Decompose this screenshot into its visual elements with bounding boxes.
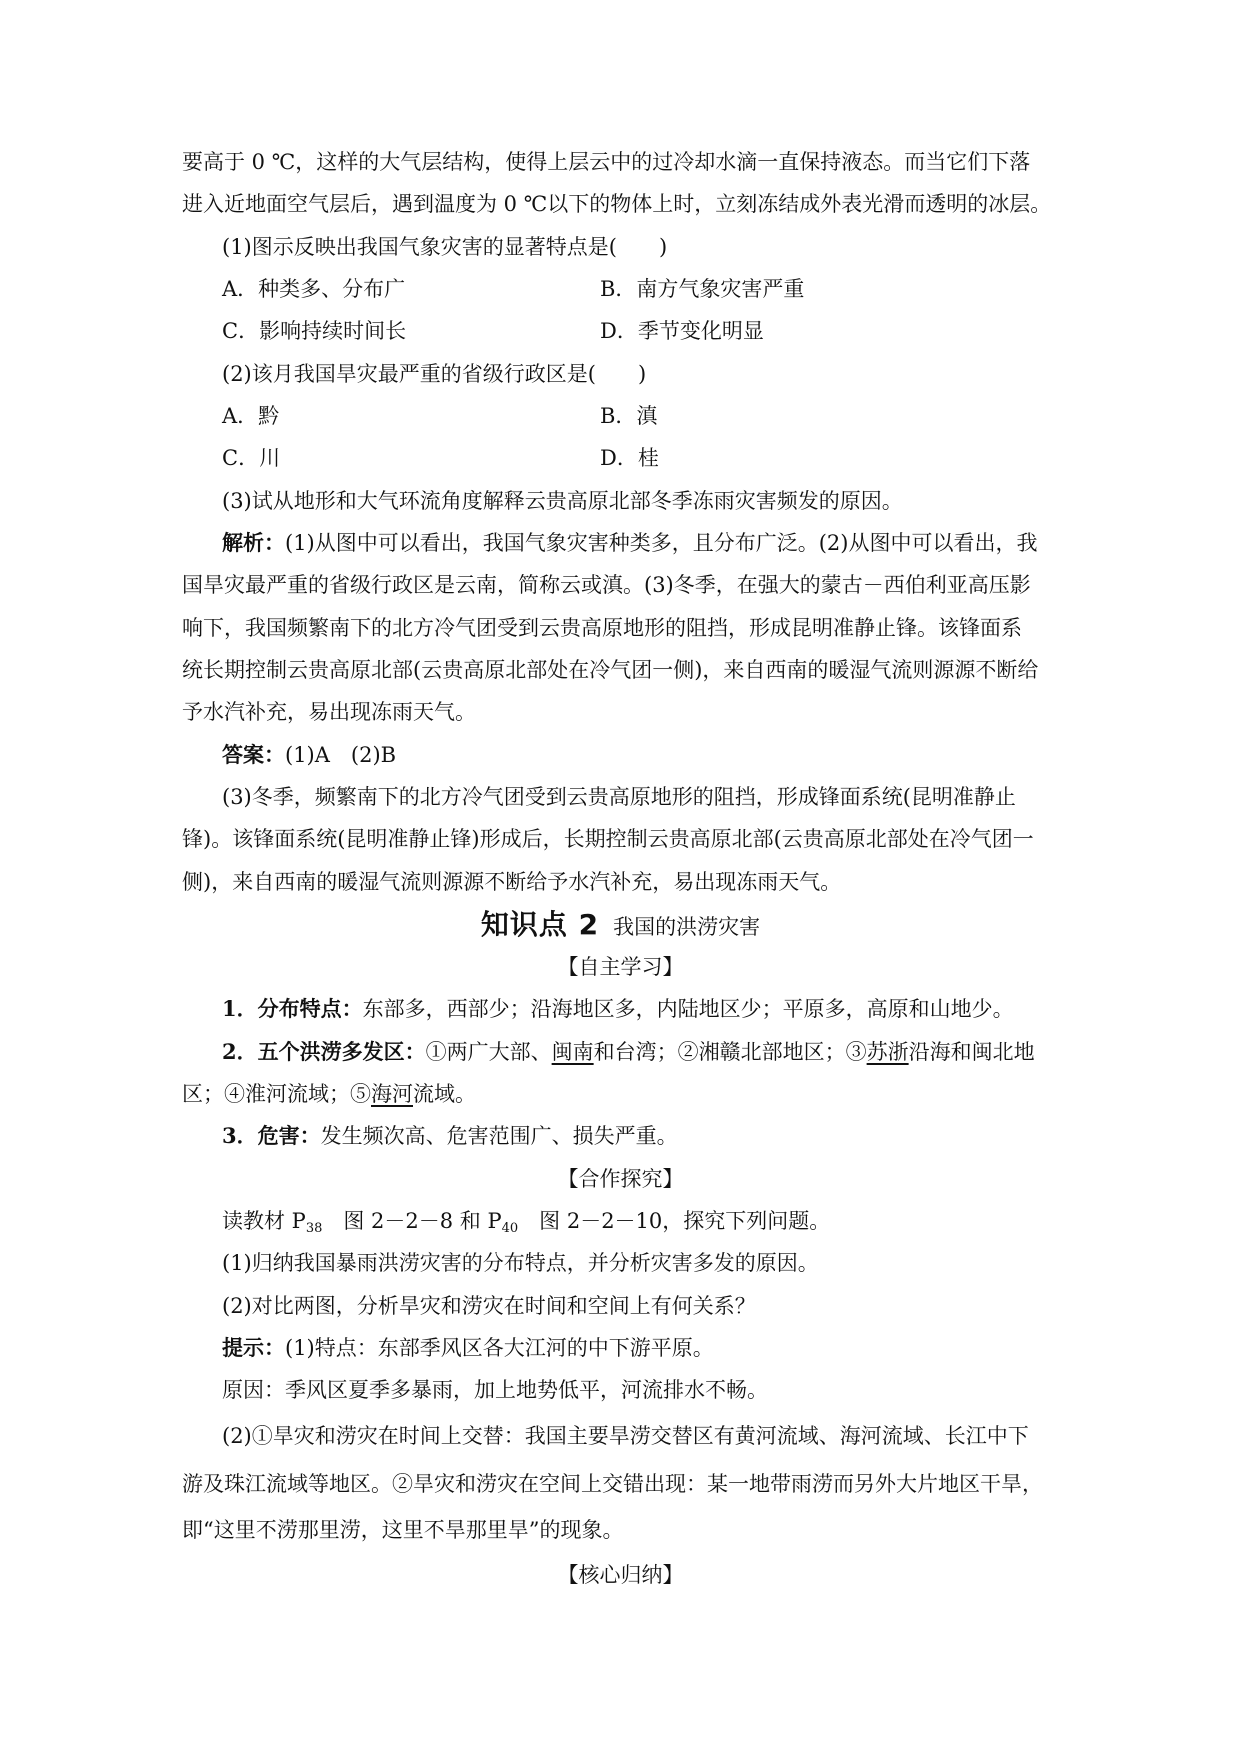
- question-1-option-c: C．影响持续时间长: [222, 319, 407, 343]
- knowledge-point-title: 我国的洪涝灾害: [613, 915, 761, 939]
- analysis-line: 解析：(1)从图中可以看出，我国气象灾害种类多，且分布广泛。(2)从图中可以看出，我: [222, 530, 1038, 555]
- underlined-term: 闽南: [551, 1040, 594, 1064]
- inquiry-question: (1)归纳我国暴雨洪涝灾害的分布特点，并分析灾害多发的原因。: [222, 1251, 819, 1275]
- list-item: 3．危害：发生频次高、危害范围广、损失严重。: [222, 1123, 678, 1148]
- hint-line: 原因：季风区夏季多暴雨，加上地势低平，河流排水不畅。: [222, 1378, 768, 1402]
- answer-line: (3)冬季，频繁南下的北方冷气团受到云贵高原地形的阻挡，形成锋面系统(昆明准静止: [222, 785, 1016, 809]
- question-2-option-a: A．黔: [222, 404, 280, 428]
- analysis-line: 予水汽补充，易出现冻雨天气。: [182, 700, 476, 724]
- knowledge-point-number: 知识点 2: [480, 908, 600, 941]
- question-3-stem: (3)试从地形和大气环流角度解释云贵高原北部冬季冻雨灾害频发的原因。: [222, 489, 903, 513]
- question-2-option-b: B．滇: [600, 404, 658, 428]
- inquiry-question: (2)对比两图，分析旱灾和涝灾在时间和空间上有何关系？: [222, 1294, 756, 1318]
- list-item-continued: 区；④淮河流域；⑤海河流域。: [182, 1082, 476, 1106]
- question-2-option-d: D．桂: [600, 446, 659, 470]
- section-heading-core-summary: 【核心归纳】: [557, 1563, 684, 1587]
- answer-line: 答案：(1)A (2)B: [222, 742, 397, 767]
- paragraph-line: 要高于 0 ℃，这样的大气层结构，使得上层云中的过冷却水滴一直保持液态。而当它们下落: [182, 150, 1031, 174]
- question-2-stem: (2)该月我国旱灾最严重的省级行政区是( ): [222, 362, 647, 386]
- analysis-line: 国旱灾最严重的省级行政区是云南，简称云或滇。(3)冬季，在强大的蒙古－西伯利亚高压影: [182, 573, 1031, 597]
- paragraph-line: 进入近地面空气层后，遇到温度为 0 ℃以下的物体上时，立刻冻结成外表光滑而透明的冰层。: [182, 192, 1052, 216]
- question-1-stem: (1)图示反映出我国气象灾害的显著特点是( ): [222, 235, 668, 259]
- hint-label: 提示：: [222, 1335, 285, 1360]
- section-heading-self-study: 【自主学习】: [557, 955, 684, 979]
- question-2-option-c: C．川: [222, 446, 281, 470]
- hint-line: (2)①旱灾和涝灾在时间上交替：我国主要旱涝交替区有黄河流域、海河流域、长江中下: [222, 1424, 1029, 1448]
- hint-line: 游及珠江流域等地区。②旱灾和涝灾在空间上交错出现：某一地带雨涝而另外大片地区干旱，: [182, 1472, 1043, 1496]
- underlined-term: 苏浙: [866, 1040, 909, 1064]
- list-item: 1．分布特点：东部多，西部少；沿海地区多，内陆地区少；平原多，高原和山地少。: [222, 996, 1014, 1021]
- list-item: 2．五个洪涝多发区：①两广大部、闽南和台湾；②湘赣北部地区；③苏浙沿海和闽北地: [222, 1039, 1035, 1064]
- reading-instruction: 读教材 $P_{38}$ 图 2－2－8 和 $P_{40}$ 图 2－2－10，探究下列问题。: [222, 1209, 831, 1236]
- answer-line: 锋)。该锋面系统(昆明准静止锋)形成后，长期控制云贵高原北部(云贵高原北部处在冷气团一: [182, 827, 1034, 851]
- question-1-option-b: B．南方气象灾害严重: [600, 277, 805, 301]
- analysis-line: 响下，我国频繁南下的北方冷气团受到云贵高原地形的阻挡，形成昆明准静止锋。该锋面系: [182, 616, 1022, 640]
- section-heading-cooperative: 【合作探究】: [557, 1167, 684, 1191]
- underlined-term: 海河: [371, 1082, 413, 1106]
- analysis-line: 统长期控制云贵高原北部(云贵高原北部处在冷气团一侧)，来自西南的暖湿气流则源源不断给: [182, 658, 1039, 682]
- question-1-option-d: D．季节变化明显: [600, 319, 764, 343]
- answer-label: 答案：: [222, 742, 285, 767]
- question-1-option-a: A．种类多、分布广: [222, 277, 406, 301]
- analysis-label: 解析：: [222, 530, 285, 555]
- hint-line: 即“这里不涝那里涝，这里不旱那里旱”的现象。: [182, 1518, 624, 1542]
- knowledge-point-heading: [0, 908, 1241, 944]
- hint-line: 提示：(1)特点：东部季风区各大江河的中下游平原。: [222, 1335, 714, 1360]
- answer-line: 侧)，来自西南的暖湿气流则源源不断给予水汽补充，易出现冻雨天气。: [182, 870, 842, 894]
